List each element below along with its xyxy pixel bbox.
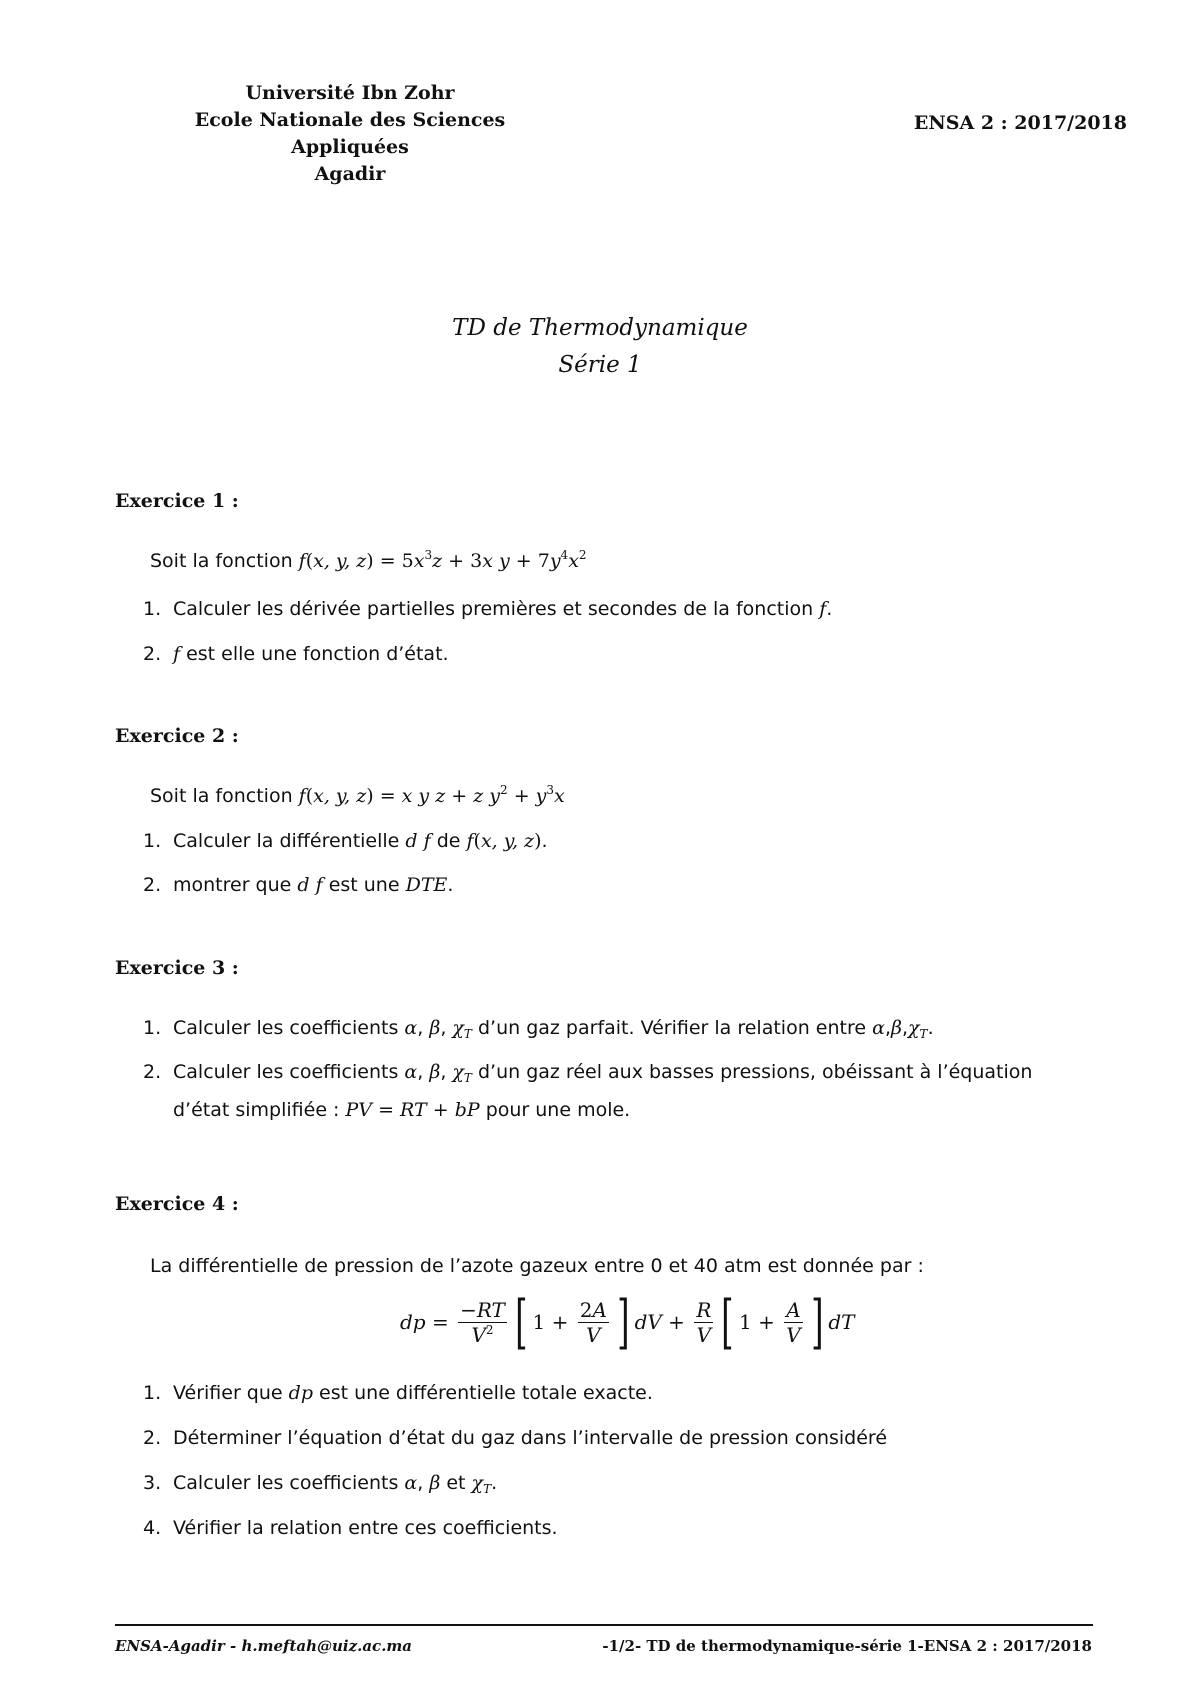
footer-page-info: -1/2- TD de thermodynamique-série 1-ENSA 2 : 2017/2018 bbox=[602, 1637, 1092, 1655]
exercise-3-heading: Exercice 3 : bbox=[115, 957, 239, 979]
institution-header bbox=[150, 80, 550, 188]
footer-divider bbox=[115, 1624, 1093, 1626]
title-line-1: TD de Thermodynamique bbox=[452, 315, 748, 341]
exercise-4-item-3: 3. Calculer les coefficients α, β et $\chi_T$. bbox=[143, 1472, 498, 1496]
exercise-2-item-2: 2. montrer que d f est une DTE. bbox=[143, 874, 454, 896]
exercise-3-item-1: 1. Calculer les coefficients α, β, $\chi_T$ d’un gaz parfait. Vérifier la relation entre $\alpha,\beta,\chi_T$. bbox=[143, 1017, 934, 1041]
exercise-4-item-2: 2. Déterminer l’équation d’état du gaz dans l’intervalle de pression considéré bbox=[143, 1427, 888, 1449]
intro-text: Soit la fonction bbox=[150, 785, 293, 807]
exercise-1-item-2: 2. f est elle une fonction d’état. bbox=[143, 643, 449, 665]
footer-contact: ENSA-Agadir - h.meftah@uiz.ac.ma bbox=[115, 1637, 413, 1655]
exercise-3-item-2-continued: d’état simplifiée : PV = RT + bP pour une mole. bbox=[173, 1099, 631, 1121]
exercise-4-item-4: 4. Vérifier la relation entre ces coefficients. bbox=[143, 1517, 558, 1539]
school-name: Ecole Nationale des Sciences Appliquées bbox=[194, 109, 506, 158]
exercise-2-heading: Exercice 2 : bbox=[115, 725, 239, 747]
exercise-4-item-1: 1. Vérifier que dp est une différentielle totale exacte. bbox=[143, 1382, 653, 1404]
pressure-differential-equation: dp = $\frac{-RT}{V^2}$ [ 1 + $\frac{2A}{V}$ ] dV + $\frac{R}{V}$ [ 1 + $\frac{A}{V}$ ] dT bbox=[400, 1288, 855, 1356]
exercise-4-intro: La différentielle de pression de l’azote gazeux entre 0 et 40 atm est donnée par : bbox=[150, 1255, 924, 1277]
university-name: Université Ibn Zohr bbox=[245, 82, 455, 104]
function-equation: f(x, y, z) = x y z + z $y^2 + y^3x$ bbox=[298, 783, 565, 807]
city-name: Agadir bbox=[314, 163, 386, 185]
exercise-1-intro bbox=[150, 549, 587, 573]
exercise-3-item-2: 2. Calculer les coefficients α, β, $\chi_T$ d’un gaz réel aux basses pressions, obéissant à l’équation bbox=[143, 1061, 1033, 1085]
class-year: ENSA 2 : 2017/2018 bbox=[913, 112, 1127, 134]
intro-text: Soit la fonction bbox=[150, 550, 293, 572]
exercise-1-item-1: 1. Calculer les dérivée partielles premières et secondes de la fonction f. bbox=[143, 598, 833, 620]
exercise-2-item-1: 1. Calculer la différentielle d f de f(x, y, z). bbox=[143, 830, 548, 852]
function-equation: f(x, y, $z) = 5x^3z + 3x$ $y + 7y^4x^2$ bbox=[298, 548, 587, 572]
title-line-2: Série 1 bbox=[558, 352, 642, 378]
exercise-1-heading: Exercice 1 : bbox=[115, 490, 239, 512]
exercise-4-heading: Exercice 4 : bbox=[115, 1193, 239, 1215]
exercise-2-intro bbox=[150, 784, 565, 808]
document-title bbox=[0, 310, 1200, 384]
